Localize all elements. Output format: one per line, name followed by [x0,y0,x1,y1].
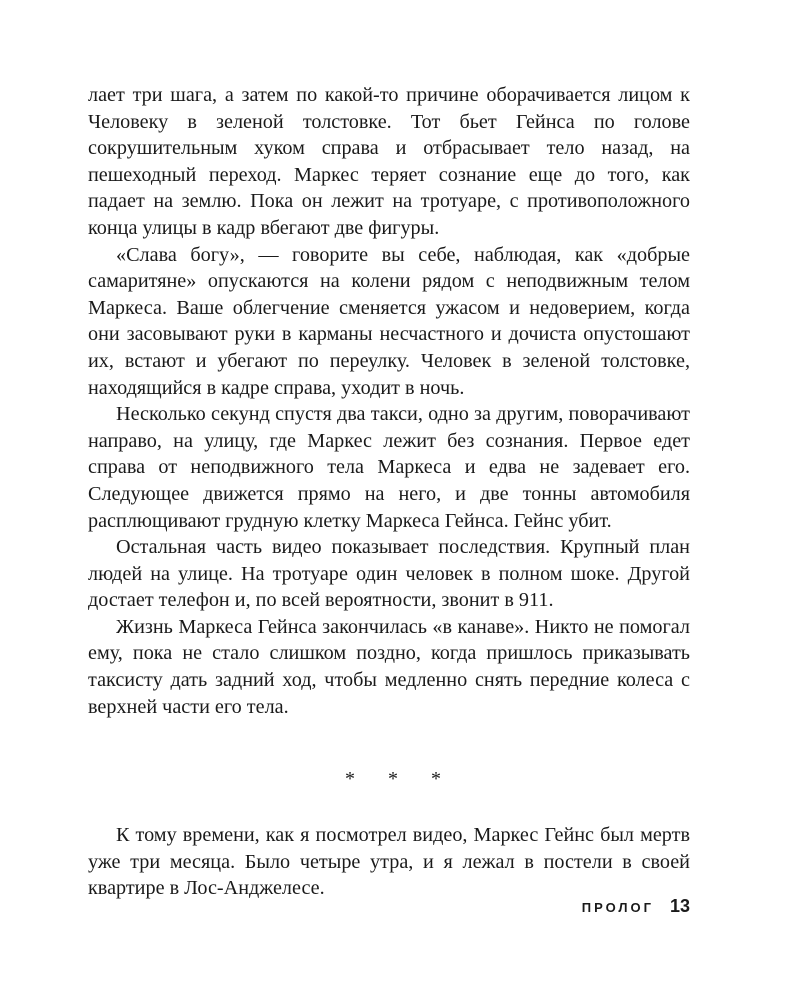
paragraph-5: Жизнь Маркеса Гейнса закончилась «в канаве». Никто не помогал ему, пока не стало слишком поздно, когда пришлось приказывать таксисту дать задний ход, чтобы медленно снять передние колеса с верхней части его тела. [88,615,690,718]
paragraph-2: «Слава богу», — говорите вы себе, наблюдая, как «добрые самаритяне» опускаются на колени рядом с неподвижным телом Маркеса. Ваше облегчение сменяется ужасом и недоверием, когда они засовывают руки в карманы несчастного и дочиста опустошают их, встают и убегают по переулку. Человек в зеленой толстовке, находящийся в кадре справа, уходит в ночь. [88,243,690,399]
paragraph-4: Остальная часть видео показывает последствия. Крупный план людей на улице. На тротуаре один человек в полном шоке. Другой достает телефон и, по всей вероятности, звонит в 911. [88,536,690,612]
paragraph-3: Несколько секунд спустя два такси, одно за другим, поворачивают направо, на улицу, где Маркес лежит без сознания. Первое едет справа от неподвижного тела Маркеса и едва не задевает его. Следующее движется прямо на него, и две тонны автомобиля расплющивают грудную клетку Маркеса Гейнса. Гейнс убит. [88,403,690,532]
page-footer [582,896,690,917]
running-section-title: ПРОЛОГ [581,900,654,915]
paragraph-1: лает три шага, а затем по какой-то причине оборачивается лицом к Человеку в зеленой толстовке. Тот бьет Гейнса по голове сокрушительным хуком справа и отбрасывает тело назад, на пешеходный переход. Маркес теряет сознание еще до того, как падает на землю. Пока он лежит на тротуаре, с противоположного конца улицы в кадр вбегают две фигуры. [88,84,690,239]
section-separator: * * * [345,768,455,790]
paragraph-after-separator: К тому времени, как я посмотрел видео, Маркес Гейнс был мертв уже три месяца. Было четыре утра, и я лежал в постели в своей квартире в Лос-Анджелесе. [88,824,690,900]
page-body [88,82,690,720]
page-body-continued [88,822,690,902]
page-number: 13 [669,896,690,916]
